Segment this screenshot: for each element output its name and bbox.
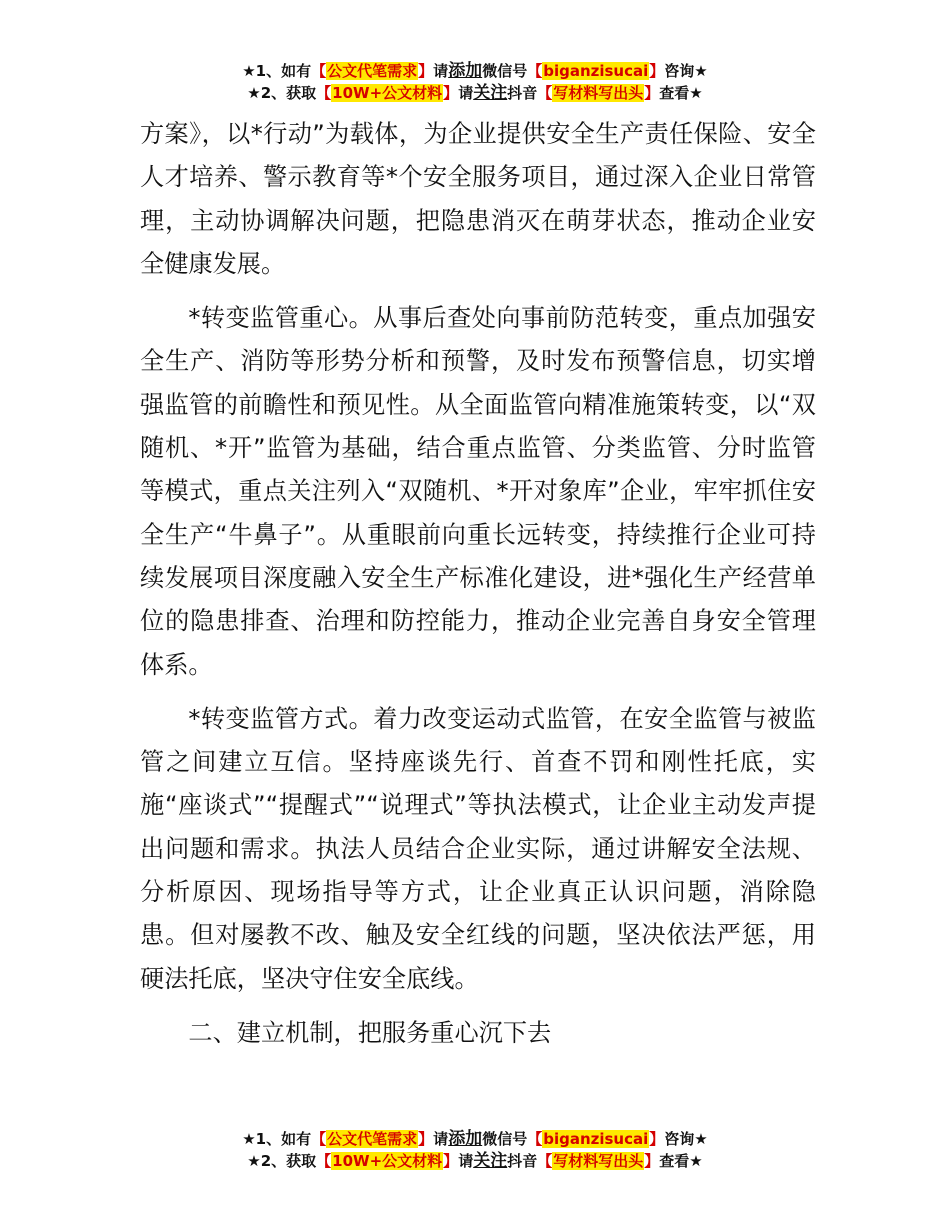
bracket: 【: [537, 1152, 553, 1170]
highlight-ghostwriting: 公文代笔需求: [327, 1130, 418, 1148]
banner-line-1: [0, 60, 950, 82]
bracket: 【: [537, 84, 553, 102]
banner-text: 咨询★: [664, 62, 708, 80]
banner-text: 查看★: [659, 84, 703, 102]
bracket: 【: [311, 1130, 327, 1148]
paragraph-3: *转变监管方式。着力改变运动式监管，在安全监管与被监管之间建立互信。坚持座谈先行、首查不罚和刚性托底，实施“座谈式”“提醒式”“说理式”等执法模式，让企业主动发声提出问题和需求。执法人员结合企业实际，通过讲解安全法规、分析原因、现场指导等方式，让企业真正认识问题，消除隐患。但对屡教不改、触及安全红线的问题，坚决依法严惩，用硬法托底，坚决守住安全底线。: [140, 704, 816, 993]
banner-text: 请: [458, 1152, 474, 1170]
paragraph-2: *转变监管重心。从事后查处向事前防范转变，重点加强安全生产、消防等形势分析和预警，及时发布预警信息，切实增强监管的前瞻性和预见性。从全面监管向精准施策转变，以“双随机、*开”监管为基础，结合重点监管、分类监管、分时监管等模式，重点关注列入“双随机、*开对象库”企业，牢牢抓住安全生产“牛鼻子”。从重眼前向重长远转变，持续推行企业可持续发展项目深度融入安全生产标准化建设，进*强化生产经营单位的隐患排查、治理和防控能力，推动企业完善自身安全管理体系。: [140, 304, 816, 679]
header-banner: [0, 60, 950, 104]
bracket: 【: [311, 62, 327, 80]
banner-text: ★1、如有: [242, 1130, 312, 1148]
bracket: 】: [649, 62, 665, 80]
banner-text: ★2、获取: [247, 1152, 317, 1170]
banner-emphasis: 添加: [448, 61, 483, 81]
footer-banner: [0, 1128, 950, 1172]
banner-line-2: [0, 1150, 950, 1172]
highlight-materials: 10W+公文材料: [332, 1152, 443, 1170]
section-heading: 二、建立机制，把服务重心沉下去: [188, 1018, 552, 1047]
banner-emphasis: 添加: [448, 1129, 483, 1149]
banner-text: ★1、如有: [242, 62, 312, 80]
bracket: 【: [316, 84, 332, 102]
highlight-wechat-id: biganzisucai: [543, 62, 649, 80]
bracket: 【: [527, 62, 543, 80]
bracket: 【: [527, 1130, 543, 1148]
highlight-ghostwriting: 公文代笔需求: [327, 62, 418, 80]
banner-text: 抖音: [507, 1152, 538, 1170]
banner-text: 请: [433, 62, 449, 80]
banner-text: 查看★: [659, 1152, 703, 1170]
bracket: 【: [316, 1152, 332, 1170]
banner-line-2: [0, 82, 950, 104]
highlight-wechat-id: biganzisucai: [543, 1130, 649, 1148]
banner-text: 微信号: [482, 1130, 528, 1148]
banner-line-1: [0, 1128, 950, 1150]
banner-text: 请: [433, 1130, 449, 1148]
banner-text: 咨询★: [664, 1130, 708, 1148]
highlight-materials: 10W+公文材料: [332, 84, 443, 102]
paragraph-1: 方案》，以*行动”为载体，为企业提供安全生产责任保险、安全人才培养、警示教育等*个安全服务项目，通过深入企业日常管理，主动协调解决问题，把隐患消灭在萌芽状态，推动企业安全健康发展。: [140, 120, 816, 278]
banner-text: 抖音: [507, 84, 538, 102]
bracket: 】: [644, 1152, 660, 1170]
banner-text: 微信号: [482, 62, 528, 80]
banner-text: ★2、获取: [247, 84, 317, 102]
highlight-douyin-account: 写材料写出头: [553, 1152, 644, 1170]
banner-emphasis: 关注: [473, 1151, 508, 1171]
banner-emphasis: 关注: [473, 83, 508, 103]
bracket: 】: [418, 62, 434, 80]
highlight-douyin-account: 写材料写出头: [553, 84, 644, 102]
bracket: 】: [649, 1130, 665, 1148]
bracket: 】: [443, 1152, 459, 1170]
banner-text: 请: [458, 84, 474, 102]
bracket: 】: [443, 84, 459, 102]
bracket: 】: [644, 84, 660, 102]
document-body: [140, 113, 816, 1055]
bracket: 】: [418, 1130, 434, 1148]
